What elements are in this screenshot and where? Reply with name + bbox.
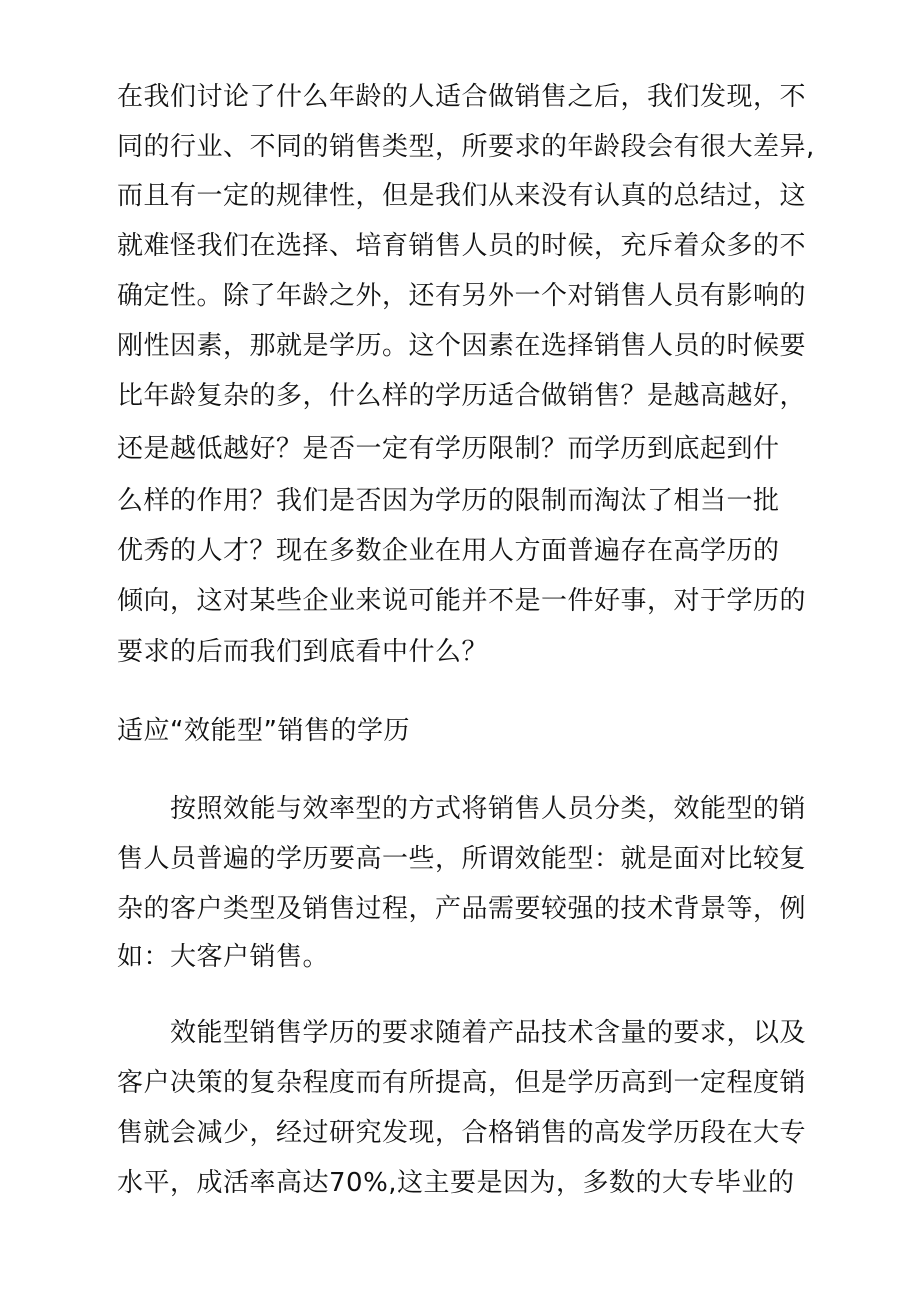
paragraph-line: 售人员普遍的学历要高一些，所谓效能型：就是面对比较复 <box>117 844 807 874</box>
paragraph-line: 同的行业、不同的销售类型，所要求的年龄段会有很大差异, <box>117 132 815 162</box>
paragraph-line: 如：大客户销售。 <box>117 942 330 972</box>
paragraph-line: 优秀的人才？现在多数企业在用人方面普遍存在高学历的 <box>117 536 780 566</box>
paragraph-line: 倾向，这对某些企业来说可能并不是一件好事，对于学历的 <box>117 586 807 616</box>
paragraph-line: 杂的客户类型及销售过程，产品需要较强的技术背景等，例 <box>117 894 807 924</box>
paragraph-line: 而且有一定的规律性，但是我们从来没有认真的总结过，这 <box>117 181 807 211</box>
paragraph-line: 在我们讨论了什么年龄的人适合做销售之后，我们发现，不 <box>117 82 807 112</box>
paragraph-line: 还是越低越好？是否一定有学历限制？而学历到底起到什 <box>117 434 780 464</box>
paragraph-line: 比年龄复杂的多，什么样的学历适合做销售？是越高越好， <box>117 381 807 411</box>
paragraph-line: 按照效能与效率型的方式将销售人员分类，效能型的销 <box>170 794 807 824</box>
paragraph-line: 水平，成活率高达70%,这主要是因为，多数的大专毕业的 <box>117 1168 795 1198</box>
paragraph-line: 要求的后而我们到底看中什么？ <box>117 637 489 667</box>
paragraph-line: 效能型销售学历的要求随着产品技术含量的要求，以及 <box>170 1018 807 1048</box>
paragraph-line: 刚性因素，那就是学历。这个因素在选择销售人员的时候要 <box>117 331 807 361</box>
paragraph-line: 确定性。除了年龄之外，还有另外一个对销售人员有影响的 <box>117 281 807 311</box>
paragraph-line: 客户决策的复杂程度而有所提高，但是学历高到一定程度销 <box>117 1068 807 1098</box>
section-heading: 适应“效能型”销售的学历 <box>117 716 410 746</box>
paragraph-line: 售就会减少，经过研究发现，合格销售的高发学历段在大专 <box>117 1118 807 1148</box>
paragraph-line: 么样的作用？我们是否因为学历的限制而淘汰了相当一批 <box>117 486 780 516</box>
paragraph-line: 就难怪我们在选择、培育销售人员的时候，充斥着众多的不 <box>117 231 807 261</box>
